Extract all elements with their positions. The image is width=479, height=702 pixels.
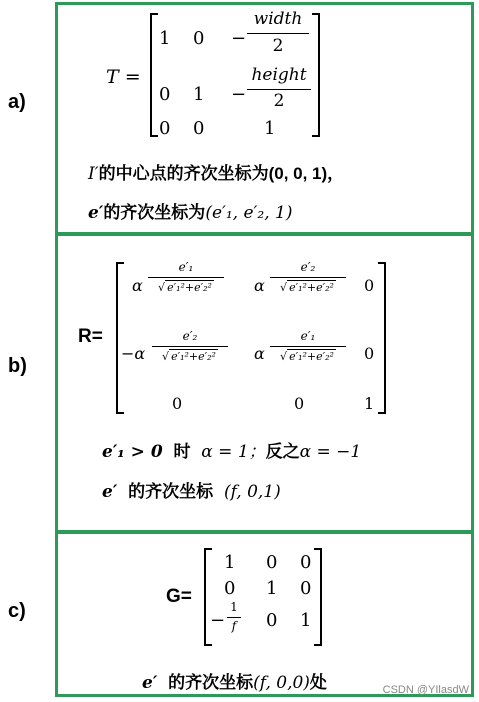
label-c: c) xyxy=(8,600,26,622)
var-e-prime-b: e′ xyxy=(102,482,118,502)
e-prime-line-c xyxy=(142,668,327,693)
r-r3c3: 1 xyxy=(364,394,375,413)
r-r2c1-den: √ e′₁²+e′₂² xyxy=(162,350,216,363)
alpha-condition-line xyxy=(102,437,361,462)
matrix-g-lhs: G= xyxy=(166,586,192,607)
e-prime-coords-b: (f, 0,1) xyxy=(223,482,281,502)
bracket-left xyxy=(116,262,124,414)
g-r3-fracbar xyxy=(227,617,241,618)
g-r3-minus: − xyxy=(210,610,226,631)
cond-else: 反之 xyxy=(265,442,300,461)
cond-math: e′₁ > 0 xyxy=(102,442,163,462)
r-r1c2-den: √ e′₁²+e′₂² xyxy=(280,281,334,294)
r-r1c2-num: e′₂ xyxy=(300,260,316,274)
r-r1c1-num: e′₁ xyxy=(178,260,194,274)
e-prime-text-b: 的齐次坐标 xyxy=(128,482,214,501)
r-r1c2-alpha: α xyxy=(254,276,265,295)
t-r1-num: width xyxy=(253,9,303,29)
g-r1c2: 0 xyxy=(266,552,278,573)
r-r2c2-num: e′₁ xyxy=(300,329,316,343)
label-a: a) xyxy=(8,91,26,113)
r-r2c2-alpha: α xyxy=(254,344,265,363)
watermark: CSDN @YIlasdW xyxy=(382,684,469,696)
var-e-prime-c: e′ xyxy=(142,673,158,693)
g-r3-num: 1 xyxy=(230,600,238,614)
cond-when: 时 xyxy=(173,442,191,461)
bracket-right xyxy=(378,262,386,414)
r-r1c1-alpha: α xyxy=(132,276,143,295)
r-r1c2-fracbar xyxy=(270,277,346,278)
g-r2c2: 1 xyxy=(266,578,278,599)
matrix-t-lhs: T = xyxy=(106,66,141,88)
panel-a xyxy=(55,2,474,235)
g-r3c3: 1 xyxy=(300,610,312,631)
bracket-right xyxy=(314,548,322,646)
matrix-r-lhs: R= xyxy=(78,326,103,347)
e-prime-line-a xyxy=(88,198,292,223)
t-r1c2: 0 xyxy=(193,28,205,49)
e-prime-end-c: 处 xyxy=(309,673,327,692)
r-r3c2: 0 xyxy=(294,394,305,413)
g-r3c2: 0 xyxy=(266,610,278,631)
t-r3c2: 0 xyxy=(193,118,205,139)
t-r3c1: 0 xyxy=(159,118,171,139)
t-r2c1: 0 xyxy=(159,84,171,105)
cond-alpha-one: α = 1； xyxy=(201,442,266,462)
e-prime-coords-a: (e′₁, e′₂, 1) xyxy=(205,203,293,223)
t-r2-minus: − xyxy=(231,84,247,105)
e-prime-text-a: 的齐次坐标为 xyxy=(103,203,206,222)
cond-alpha-neg: α = −1 xyxy=(299,442,362,462)
panel-c xyxy=(55,531,474,697)
center-point-text: 的中心点的齐次坐标为(0, 0, 1)， xyxy=(98,164,345,183)
g-r2c1: 0 xyxy=(224,578,236,599)
r-r2c1-num: e′₂ xyxy=(182,329,198,343)
t-r2-fracbar xyxy=(247,89,311,90)
t-r1-minus: − xyxy=(231,28,247,49)
bracket-right xyxy=(312,13,320,137)
t-r3c3: 1 xyxy=(264,118,276,139)
t-r1c1: 1 xyxy=(159,28,171,49)
e-prime-coords-c: (f, 0,0) xyxy=(253,673,310,693)
bracket-left xyxy=(204,548,212,646)
t-r2-num: height xyxy=(251,65,307,85)
t-r2-den: 2 xyxy=(273,91,285,111)
g-r1c1: 1 xyxy=(224,552,236,573)
r-r1c3: 0 xyxy=(364,276,375,295)
g-r1c3: 0 xyxy=(300,552,312,573)
t-r2c2: 1 xyxy=(193,84,205,105)
e-prime-text-c: 的齐次坐标 xyxy=(168,673,254,692)
t-r1-fracbar xyxy=(247,33,309,34)
r-r2c3: 0 xyxy=(364,344,375,363)
label-b: b) xyxy=(8,355,27,377)
r-r1c1-fracbar xyxy=(148,277,224,278)
panel-b xyxy=(55,233,474,533)
var-i-prime: I′ xyxy=(88,164,99,184)
g-r3-den: f xyxy=(231,619,237,633)
bracket-left xyxy=(150,13,158,137)
var-e-prime: e′ xyxy=(88,203,104,223)
r-r2c1-fracbar xyxy=(152,346,228,347)
r-r2c2-fracbar xyxy=(270,346,346,347)
center-point-line xyxy=(88,159,344,184)
r-r3c1: 0 xyxy=(172,394,183,413)
g-r2c3: 0 xyxy=(300,578,312,599)
r-r2c2-den: √ e′₁²+e′₂² xyxy=(280,350,334,363)
r-r1c1-den: √ e′₁²+e′₂² xyxy=(158,281,212,294)
r-r2c1-neg-alpha: −α xyxy=(121,344,146,363)
e-prime-line-b xyxy=(102,477,281,502)
t-r1-den: 2 xyxy=(272,36,284,56)
